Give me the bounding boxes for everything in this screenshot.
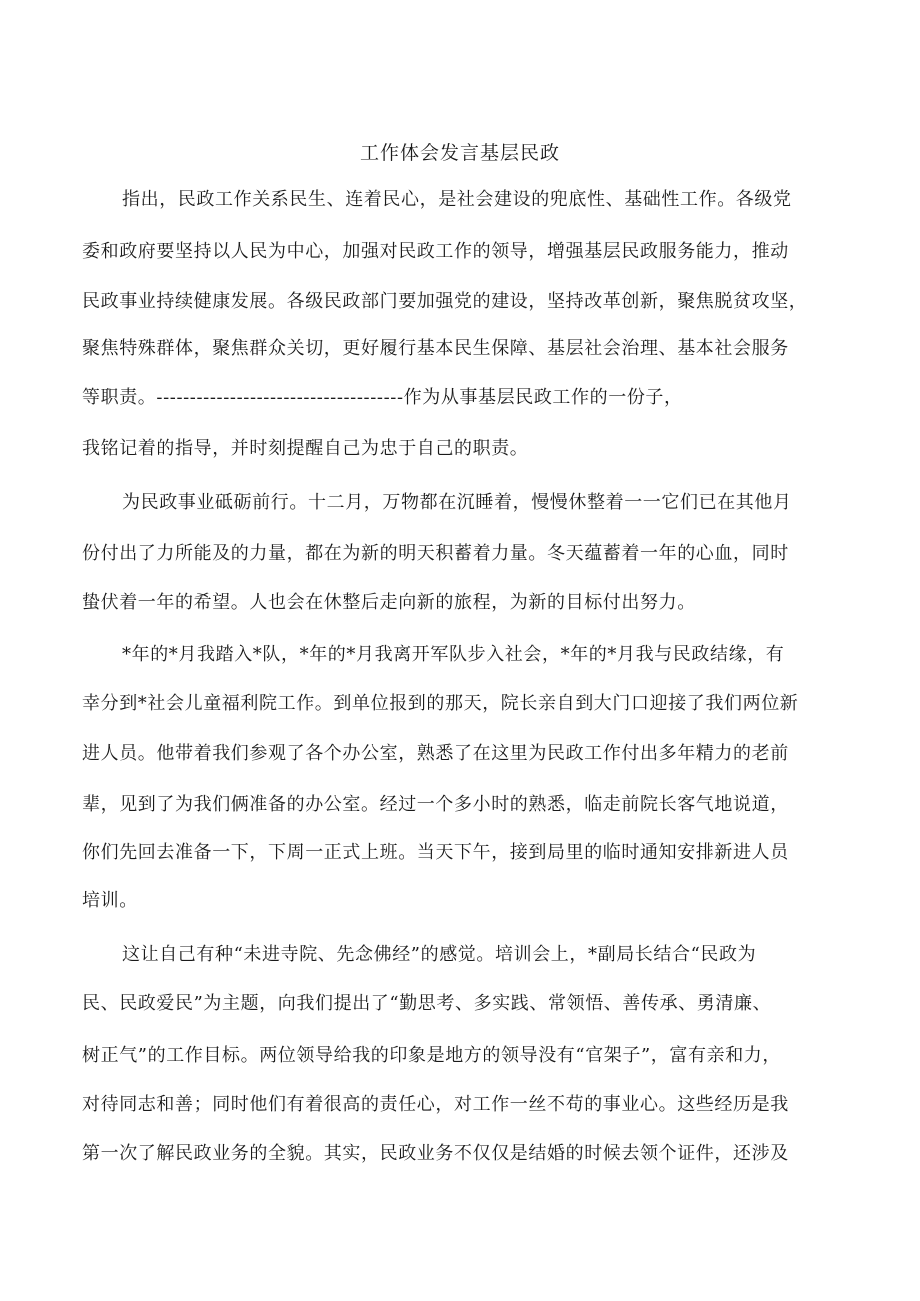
text-line: 为民政事业砥砺前行。十二月，万物都在沉睡着，慢慢休整着一一它们已在其他月	[122, 492, 792, 513]
text-line: 第一次了解民政业务的全貌。其实，民政业务不仅仅是结婚的时候去领个证件，还涉及	[82, 1143, 789, 1164]
text-line: 辈，见到了为我们俩准备的办公室。经过一个多小时的熟悉，临走前院长客气地说道，	[82, 794, 789, 815]
document-title: 工作体会发言基层民政	[359, 142, 560, 164]
text-line: 进人员。他带着我们参观了各个办公室，熟悉了在这里为民政工作付出多年精力的老前	[82, 743, 789, 764]
text-line: *年的*月我踏入*队，*年的*月我离开军队步入社会，*年的*月我与民政结缘，有	[122, 644, 785, 665]
text-line: 聚焦特殊群体，聚焦群众关切，更好履行基本民生保障、基层社会治理、基本社会服务	[82, 338, 789, 359]
text-line: 这让自己有种“未进寺院、先念佛经”的感觉。培训会上，*副局长结合“民政为	[122, 944, 757, 965]
text-line: 幸分到*社会儿童福利院工作。到单位报到的那天，院长亲自到大门口迎接了我们两位新	[82, 693, 799, 714]
text-line: 蛰伏着一年的希望。人也会在休整后走向新的旅程，为新的目标付出努力。	[82, 592, 696, 613]
text-line: 民、民政爱民”为主题，向我们提出了“勤思考、多实践、常领悟、善传承、勇清廉、	[82, 993, 772, 1014]
text-line: 培训。	[82, 890, 138, 911]
text-line: 份付出了力所能及的力量，都在为新的明天积蓄着力量。冬天蕴蓄着一年的心血，同时	[82, 543, 789, 564]
text-line: 等职责。-------------------------------------作为从事基层民政工作的一份子，	[82, 387, 683, 408]
text-line: 对待同志和善；同时他们有着很高的责任心，对工作一丝不苟的事业心。这些经历是我	[82, 1094, 789, 1115]
text-line: 你们先回去准备一下，下周一正式上班。当天下午，接到局里的临时通知安排新进人员	[82, 842, 789, 863]
text-line: 指出，民政工作关系民生、连着民心，是社会建设的兜底性、基础性工作。各级党	[122, 189, 792, 210]
text-line: 树正气”的工作目标。两位领导给我的印象是地方的领导没有“官架子”，富有亲和力，	[82, 1045, 782, 1066]
text-line: 我铭记着的指导，并时刻提醒自己为忠于自己的职责。	[82, 438, 529, 459]
text-line: 民政事业持续健康发展。各级民政部门要加强党的建设，坚持改革创新，聚焦脱贫攻坚，	[82, 291, 808, 312]
text-line: 委和政府要坚持以人民为中心，加强对民政工作的领导，增强基层民政服务能力，推动	[82, 241, 789, 262]
